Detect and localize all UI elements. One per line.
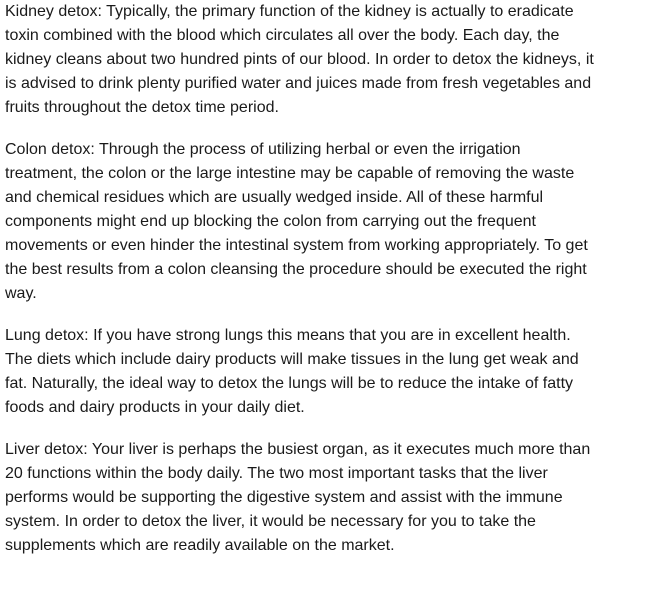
text-line: kidney cleans about two hundred pints of our blood. In order to detox the kidneys, it [5,51,594,68]
document-body [5,0,668,576]
text-line: foods and dairy products in your daily diet. [5,399,305,416]
paragraph-liver-detox [5,438,668,558]
text-line: fruits throughout the detox time period. [5,99,279,116]
paragraph-kidney-detox [5,0,668,120]
text-line: system. In order to detox the liver, it would be necessary for you to take the [5,513,536,530]
text-line: the best results from a colon cleansing the procedure should be executed the right [5,261,587,278]
text-line: components might end up blocking the colon from carrying out the frequent [5,213,536,230]
text-line: Lung detox: If you have strong lungs this means that you are in excellent health. [5,327,571,344]
text-line: Liver detox: Your liver is perhaps the busiest organ, as it executes much more than [5,441,591,458]
text-line: supplements which are readily available on the market. [5,537,395,554]
text-line: Kidney detox: Typically, the primary function of the kidney is actually to eradicate [5,3,574,20]
text-line: way. [5,285,37,302]
text-line: The diets which include dairy products will make tissues in the lung get weak and [5,351,579,368]
text-line: treatment, the colon or the large intestine may be capable of removing the waste [5,165,575,182]
paragraph-colon-detox [5,138,668,306]
text-line: and chemical residues which are usually wedged inside. All of these harmful [5,189,544,206]
text-line: performs would be supporting the digestive system and assist with the immune [5,489,563,506]
paragraph-lung-detox [5,324,668,420]
text-line: 20 functions within the body daily. The two most important tasks that the liver [5,465,548,482]
text-line: toxin combined with the blood which circulates all over the body. Each day, the [5,27,560,44]
text-line: fat. Naturally, the ideal way to detox the lungs will be to reduce the intake of fatty [5,375,574,392]
text-line: Colon detox: Through the process of utilizing herbal or even the irrigation [5,141,521,158]
text-line: is advised to drink plenty purified water and juices made from fresh vegetables and [5,75,592,92]
text-line: movements or even hinder the intestinal system from working appropriately. To get [5,237,588,254]
